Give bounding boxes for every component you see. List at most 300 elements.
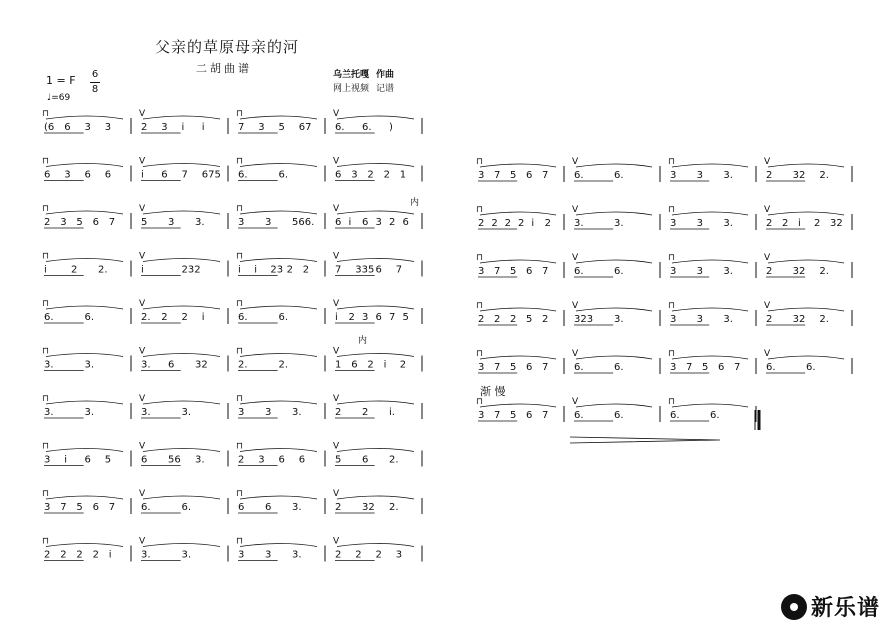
tempo-mark: ♩=69 <box>47 93 71 103</box>
right-bow-mark: ⊓ <box>476 205 484 215</box>
left-note: 3. <box>292 549 302 561</box>
right-note: 2 <box>494 314 501 325</box>
left-note: 7 <box>395 264 403 276</box>
left-slur <box>240 116 317 119</box>
left-note: 2 <box>348 312 355 323</box>
brand-name: 新乐谱 <box>810 596 880 621</box>
left-note: 2 <box>367 169 374 181</box>
left-bow-mark: ⊓ <box>236 394 244 404</box>
left-note: 6 <box>84 169 91 181</box>
right-note: 2. <box>819 266 829 277</box>
left-note: i. <box>389 407 395 418</box>
right-note: 7 <box>542 362 549 373</box>
right-note: 6. <box>614 362 624 373</box>
left-note: 3 <box>44 454 51 466</box>
left-note: 6 <box>238 502 245 513</box>
left-note: 67 <box>298 122 312 133</box>
left-note: 6 <box>161 169 168 181</box>
left-note: 2 <box>362 407 369 418</box>
left-bow-mark: V <box>333 441 340 452</box>
left-note: i <box>335 312 338 323</box>
left-note: 3. <box>84 407 95 418</box>
right-note: 7 <box>494 170 501 181</box>
right-slur <box>672 260 748 263</box>
composer-name: 乌兰托嘎 <box>333 70 370 80</box>
left-note: 5 <box>76 217 83 228</box>
right-bow-mark: V <box>764 253 771 263</box>
right-note: 5 <box>510 410 517 421</box>
right-note: 2 <box>544 218 552 229</box>
left-note: 5 <box>335 454 342 466</box>
left-note: 32 <box>195 359 208 371</box>
left-bow-mark: V <box>333 394 340 404</box>
key-signature: 1 = F <box>46 74 76 87</box>
left-note: 2 <box>389 217 396 228</box>
left-note: 2. <box>238 359 248 371</box>
left-slur <box>337 449 414 452</box>
left-note: i <box>64 454 68 466</box>
left-note: 6 <box>362 454 369 466</box>
left-note: 3. <box>141 549 151 561</box>
left-bow-mark: ⊓ <box>236 109 244 119</box>
left-slur <box>337 544 414 547</box>
right-note: 32 <box>792 314 806 325</box>
right-note: 2 <box>478 314 485 325</box>
left-note: i <box>141 169 144 181</box>
right-note: 2 <box>510 314 517 325</box>
right-note: 3 <box>670 362 677 373</box>
right-note: 2 <box>542 314 549 325</box>
inner-string-mark: 内 <box>358 336 368 346</box>
left-note: 3. <box>141 407 151 418</box>
right-slur <box>576 356 652 359</box>
decrescendo-hairpin <box>570 437 720 443</box>
left-note: 6 <box>351 359 358 371</box>
right-bow-mark: V <box>572 301 579 311</box>
left-note: ) <box>389 122 393 133</box>
right-note: 2 <box>504 218 512 229</box>
left-note: 2 <box>141 122 148 133</box>
left-note: i <box>141 264 144 276</box>
right-note: 6. <box>574 410 584 421</box>
left-note: 335 <box>355 264 375 276</box>
left-slur <box>143 259 220 262</box>
left-bow-mark: V <box>333 156 340 167</box>
left-bow-mark: V <box>139 394 146 404</box>
right-note: 3 <box>478 410 485 421</box>
left-slur <box>143 116 220 119</box>
left-slur <box>143 496 220 499</box>
left-note: 3 <box>104 122 112 133</box>
score-title: 父亲的草原母亲的河 <box>155 38 300 56</box>
left-bow-mark: V <box>139 156 146 167</box>
right-bow-mark: ⊓ <box>668 301 676 311</box>
left-note: 5 <box>76 502 83 513</box>
left-note: 7 <box>108 217 116 228</box>
left-slur <box>240 211 317 214</box>
left-slur <box>46 544 123 547</box>
right-bow-mark: ⊓ <box>476 157 484 167</box>
left-bow-mark: ⊓ <box>236 204 244 214</box>
left-note: 5 <box>141 217 148 228</box>
right-slur <box>480 308 556 311</box>
left-bow-mark: ⊓ <box>236 299 244 309</box>
right-note: 3 <box>478 362 485 373</box>
left-note: 2. <box>98 264 108 276</box>
left-note: 3 <box>395 549 403 561</box>
right-note: 3 <box>478 266 485 277</box>
right-note: 3. <box>614 314 624 325</box>
left-bow-mark: V <box>333 251 340 262</box>
right-note: 6. <box>614 170 624 181</box>
right-note: 3 <box>696 218 704 229</box>
right-note: 2 <box>766 314 773 325</box>
left-note: 3. <box>141 359 151 371</box>
left-note: 3 <box>238 407 245 418</box>
left-note: 3 <box>258 122 265 133</box>
left-slur <box>337 259 414 262</box>
left-note: 3. <box>84 359 95 371</box>
left-note: 3 <box>60 217 67 228</box>
left-slur <box>46 496 123 499</box>
left-note: 6 <box>335 217 342 228</box>
right-bow-mark: V <box>572 349 579 359</box>
left-note: 675 <box>201 169 221 181</box>
left-note: 2 <box>335 502 342 513</box>
left-note: 3 <box>258 454 265 466</box>
left-note: 6 <box>92 502 99 513</box>
right-slur <box>576 164 652 167</box>
right-bow-mark: ⊓ <box>668 157 676 167</box>
right-bow-mark: V <box>572 253 579 263</box>
right-slur <box>768 164 844 167</box>
right-slur <box>672 308 748 311</box>
right-slur <box>768 356 844 359</box>
left-bow-mark: ⊓ <box>236 251 244 262</box>
right-note: 6 <box>526 362 533 373</box>
right-note: 5 <box>510 266 517 277</box>
left-bow-mark: ⊓ <box>42 204 50 214</box>
score-subtitle: 二胡曲谱 <box>196 62 252 75</box>
right-note: 6. <box>710 410 720 421</box>
left-note: 6 <box>362 217 369 228</box>
left-bow-mark: V <box>139 441 146 452</box>
left-note: 2 <box>238 454 245 466</box>
right-note: 5 <box>510 170 517 181</box>
left-slur <box>337 401 414 404</box>
left-note: 2 <box>335 407 342 418</box>
left-slur <box>337 164 414 167</box>
left-note: 6. <box>141 502 151 513</box>
left-bow-mark: ⊓ <box>236 536 244 547</box>
left-note: 2 <box>375 549 382 561</box>
left-bow-mark: ⊓ <box>42 346 50 357</box>
left-slur <box>46 306 123 309</box>
right-note: 7 <box>542 170 549 181</box>
left-note: 6. <box>278 169 289 181</box>
left-bow-mark: V <box>333 109 340 119</box>
left-note: i <box>201 312 205 323</box>
right-bow-mark: V <box>764 301 771 311</box>
right-bow-mark: V <box>764 349 771 359</box>
left-slur <box>143 401 220 404</box>
right-note: 7 <box>734 362 741 373</box>
right-note: 2. <box>819 314 829 325</box>
left-bow-mark: V <box>139 109 146 119</box>
ritardando-mark: 渐 慢 <box>480 385 506 398</box>
brand-logo <box>781 591 880 622</box>
left-bow-mark: ⊓ <box>236 156 244 167</box>
left-slur <box>143 449 220 452</box>
right-note: 7 <box>494 362 501 373</box>
left-note: 32 <box>362 502 375 513</box>
left-note: 6. <box>278 312 289 323</box>
right-slur <box>480 356 556 359</box>
right-note: 5 <box>702 362 709 373</box>
left-note: i <box>181 122 185 133</box>
left-note: 6 <box>168 359 175 371</box>
left-note: 6. <box>335 122 345 133</box>
left-note: 3 <box>238 217 245 228</box>
left-note: 6 <box>104 169 112 181</box>
right-note: 2. <box>819 170 829 181</box>
left-note: 3 <box>44 502 51 513</box>
left-slur <box>46 401 123 404</box>
right-note: 3 <box>696 170 704 181</box>
left-bow-mark: V <box>139 204 146 214</box>
right-slur <box>672 212 748 215</box>
left-note: 6 <box>64 122 71 133</box>
left-note: 6 <box>335 169 342 181</box>
right-slur <box>672 164 748 167</box>
right-note: 3 <box>670 170 677 181</box>
left-slur <box>46 354 123 357</box>
right-note: 3 <box>670 314 677 325</box>
inner-string-mark: 内 <box>410 198 420 208</box>
left-note: 5 <box>278 122 285 133</box>
left-note: 2 <box>383 169 390 181</box>
left-bow-mark: V <box>139 251 146 262</box>
left-bow-mark: V <box>333 489 340 499</box>
left-slur <box>337 306 414 309</box>
left-note: 3. <box>195 454 205 466</box>
left-note: 6. <box>238 169 248 181</box>
right-note: 6. <box>766 362 776 373</box>
left-note: 3 <box>265 217 272 228</box>
right-note: i <box>531 218 535 229</box>
right-note: 6. <box>670 410 680 421</box>
left-note: 2. <box>278 359 289 371</box>
right-bow-mark: V <box>572 397 579 407</box>
left-bow-mark: ⊓ <box>236 346 244 357</box>
left-bow-mark: ⊓ <box>42 489 50 499</box>
right-slur <box>480 404 556 407</box>
left-note: 6. <box>362 122 372 133</box>
left-bow-mark: V <box>333 346 340 357</box>
right-note: 6 <box>526 410 533 421</box>
left-note: 3. <box>292 407 302 418</box>
right-bow-mark: V <box>572 205 579 215</box>
left-bow-mark: ⊓ <box>42 394 50 404</box>
right-note: 2 <box>782 218 789 229</box>
right-note: 3. <box>574 218 584 229</box>
left-slur <box>240 306 317 309</box>
left-slur <box>337 116 414 119</box>
left-note: i <box>254 264 257 276</box>
right-note: 3 <box>670 266 677 277</box>
left-note: 2 <box>76 549 83 561</box>
left-note: 2 <box>399 359 407 371</box>
right-slur <box>576 308 652 311</box>
left-note: 2. <box>141 312 151 323</box>
right-note: 3. <box>723 170 733 181</box>
right-note: 6. <box>574 362 584 373</box>
right-note: 323 <box>574 314 594 325</box>
left-note: 6 <box>92 217 99 228</box>
right-bow-mark: V <box>764 157 771 167</box>
left-slur <box>240 401 317 404</box>
right-note: 3 <box>696 266 704 277</box>
left-note: 3 <box>238 549 245 561</box>
right-note: 6 <box>718 362 725 373</box>
left-note: 2 <box>44 217 51 228</box>
left-note: 2 <box>302 264 310 276</box>
left-slur <box>143 354 220 357</box>
left-bow-mark: V <box>139 536 146 547</box>
right-note: 32 <box>830 218 843 229</box>
right-bow-mark: V <box>764 205 771 215</box>
right-note: 2 <box>491 218 498 229</box>
left-slur <box>337 354 414 357</box>
left-note: 56 <box>168 454 181 466</box>
right-slur <box>576 260 652 263</box>
left-note: 6 <box>141 454 148 466</box>
left-note: 2. <box>389 502 399 513</box>
right-bow-mark: ⊓ <box>476 253 484 263</box>
right-slur <box>672 356 748 359</box>
left-note: 3 <box>265 549 272 561</box>
right-bow-mark: ⊓ <box>476 301 484 311</box>
left-note: 2 <box>161 312 168 323</box>
right-slur <box>576 212 652 215</box>
left-note: 2 <box>60 549 67 561</box>
right-note: 2 <box>766 170 773 181</box>
left-slur <box>46 449 123 452</box>
left-note: i <box>201 122 205 133</box>
left-slur <box>240 544 317 547</box>
right-note: 6 <box>526 170 533 181</box>
left-note: 6 <box>265 502 272 513</box>
left-slur <box>240 164 317 167</box>
right-slur <box>672 404 748 407</box>
left-note: 3. <box>44 407 54 418</box>
disc-icon <box>781 594 807 620</box>
left-note: 2. <box>389 454 399 466</box>
right-note: 3 <box>670 218 677 229</box>
right-slur <box>576 404 652 407</box>
left-note: 2 <box>335 549 342 561</box>
left-note: 566. <box>292 217 315 228</box>
right-note: 3 <box>696 314 704 325</box>
left-note: 7 <box>238 122 245 133</box>
right-slur <box>480 164 556 167</box>
right-note: 7 <box>542 266 549 277</box>
right-note: 2 <box>766 266 773 277</box>
left-bow-mark: V <box>333 536 340 547</box>
left-note: 3. <box>292 502 302 513</box>
left-note: i <box>108 549 112 561</box>
left-note: 2 <box>92 549 99 561</box>
left-bow-mark: ⊓ <box>42 251 50 262</box>
left-slur <box>46 164 123 167</box>
left-bow-mark: V <box>139 299 146 309</box>
left-note: 1 <box>335 359 342 371</box>
left-bow-mark: V <box>333 299 340 309</box>
left-slur <box>143 544 220 547</box>
left-bow-mark: V <box>139 489 146 499</box>
left-bow-mark: V <box>333 204 340 214</box>
right-note: 2 <box>814 218 821 229</box>
left-note: i <box>383 359 387 371</box>
right-bow-mark: ⊓ <box>668 253 676 263</box>
source-name: 网上视频 <box>333 84 370 94</box>
left-note: 5 <box>402 312 409 323</box>
composer-role: 作曲 <box>376 70 395 80</box>
left-note: 3 <box>64 169 71 181</box>
left-note: 2 <box>44 549 51 561</box>
right-bow-mark: V <box>572 157 579 167</box>
left-note: 7 <box>335 264 342 276</box>
left-bow-mark: ⊓ <box>42 156 50 167</box>
left-note: 3. <box>44 359 54 371</box>
right-slur <box>768 212 844 215</box>
right-bow-mark: ⊓ <box>668 205 676 215</box>
left-note: 3 <box>351 169 358 181</box>
left-note: 3. <box>181 549 192 561</box>
right-note: 6. <box>574 266 584 277</box>
left-note: 6 <box>298 454 306 466</box>
left-note: 7 <box>181 169 188 181</box>
right-note: 2 <box>478 218 485 229</box>
left-note: 6 <box>402 217 409 228</box>
left-note: i <box>348 217 352 228</box>
right-note: 3. <box>723 218 733 229</box>
left-note: 3. <box>195 217 205 228</box>
right-note: 3 <box>478 170 485 181</box>
right-bow-mark: ⊓ <box>668 349 676 359</box>
right-note: 7 <box>686 362 693 373</box>
left-slur <box>46 116 123 119</box>
right-note: 6. <box>806 362 816 373</box>
left-slur <box>143 164 220 167</box>
left-slur <box>240 259 317 262</box>
left-note: 6 <box>375 312 382 323</box>
left-note: 3. <box>181 407 192 418</box>
left-bow-mark: ⊓ <box>42 441 50 452</box>
left-slur <box>240 496 317 499</box>
left-note: 6 <box>44 169 51 181</box>
right-note: 5 <box>526 314 533 325</box>
left-slur <box>240 354 317 357</box>
right-note: 7 <box>494 266 501 277</box>
right-note: 2 <box>518 218 525 229</box>
right-note: 5 <box>510 362 517 373</box>
left-bow-mark: ⊓ <box>236 441 244 452</box>
right-note: 3. <box>723 266 733 277</box>
left-note: 3 <box>161 122 168 133</box>
right-note: 32 <box>792 266 806 277</box>
left-note: 5 <box>104 454 112 466</box>
